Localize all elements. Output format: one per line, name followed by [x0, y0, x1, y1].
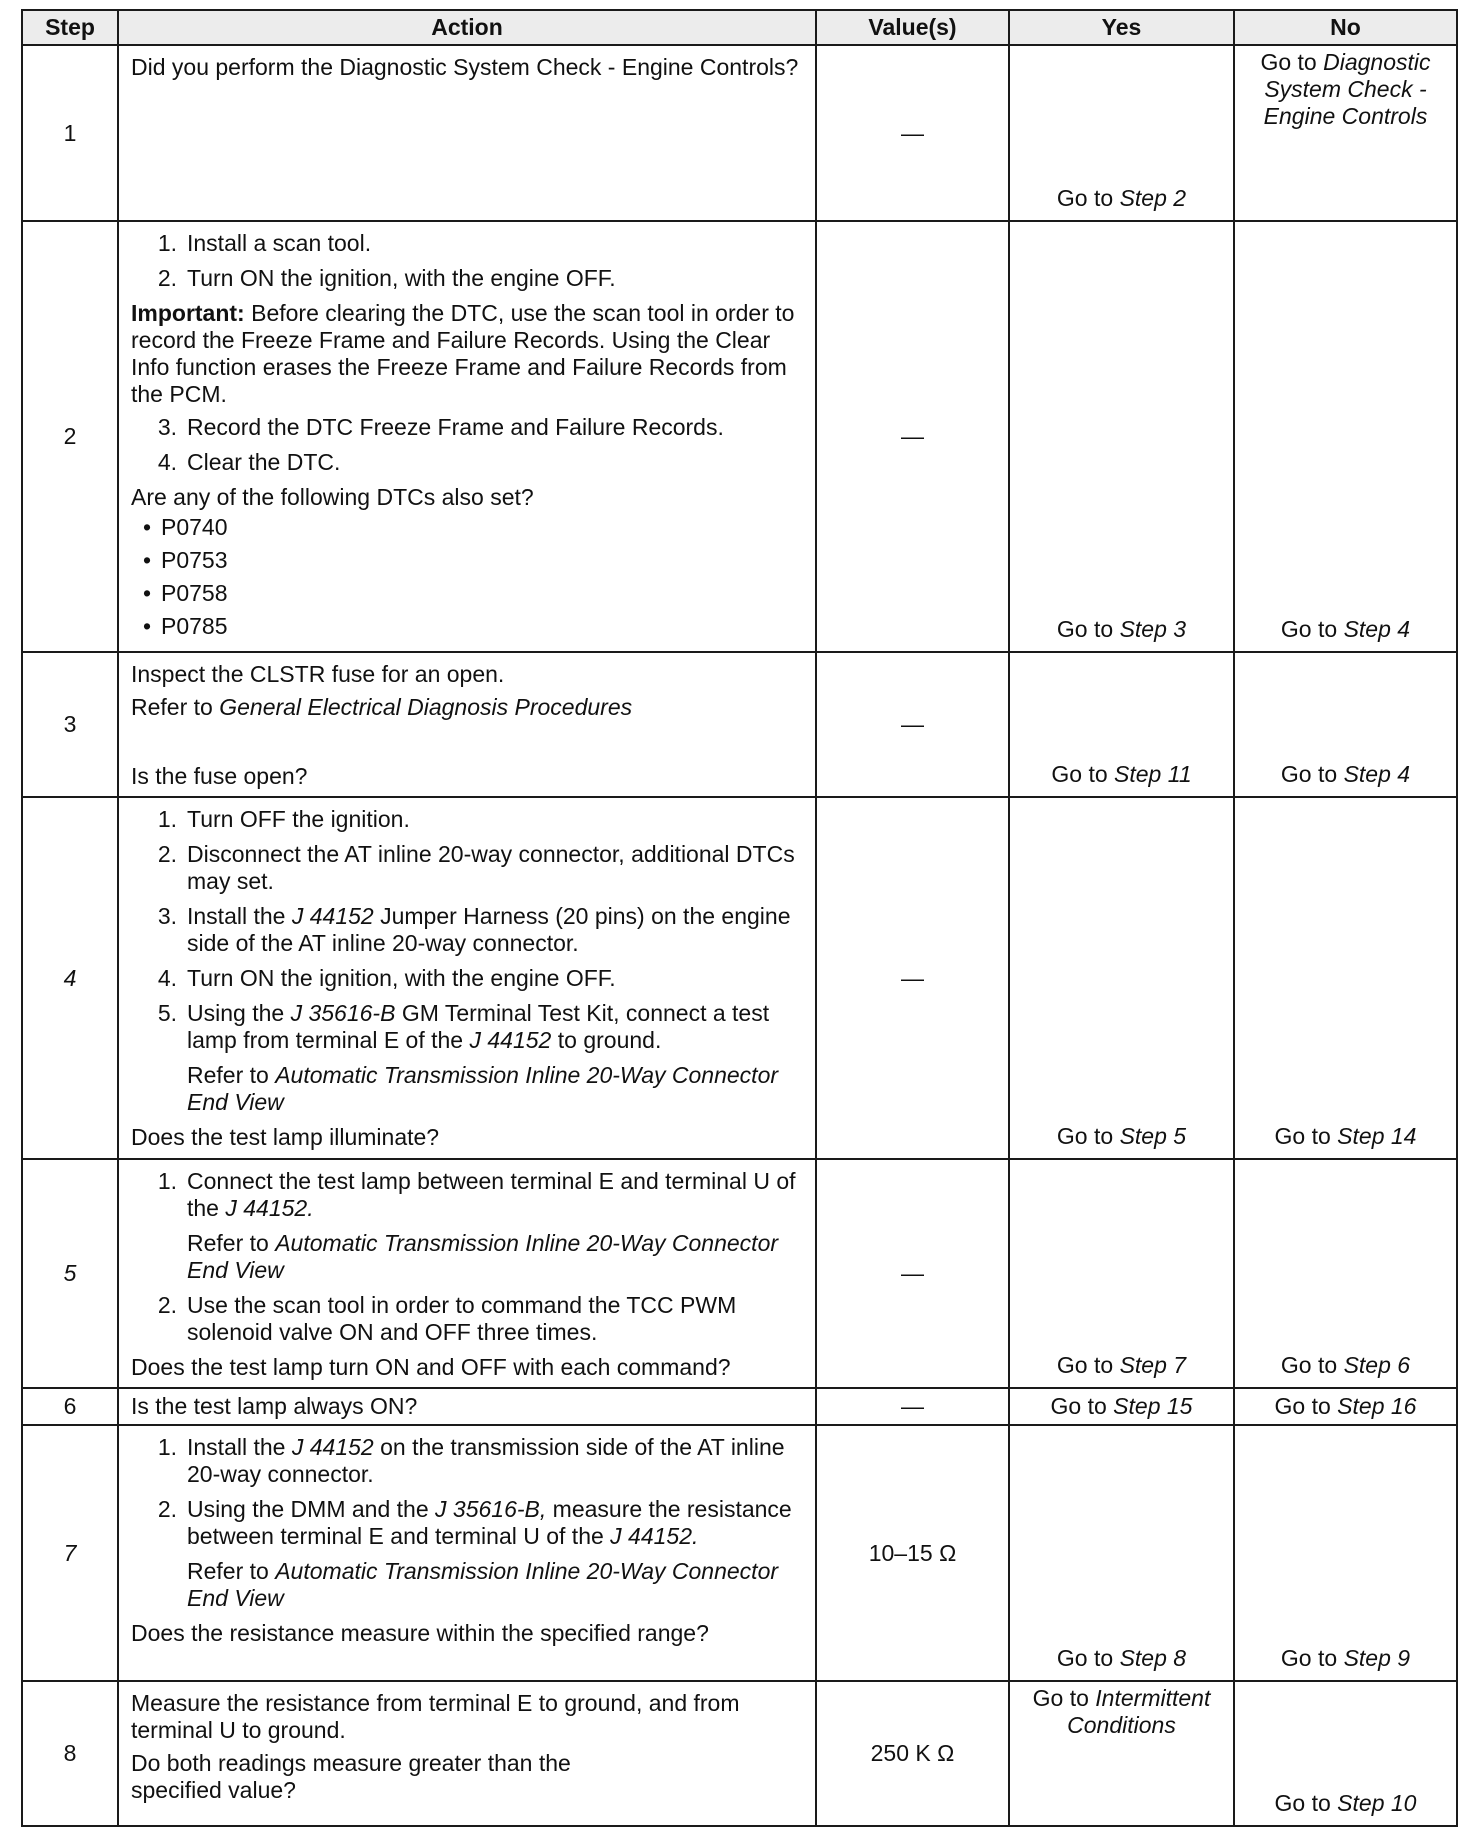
action-question: Does the test lamp illuminate?	[131, 1124, 440, 1150]
action-cell	[118, 1388, 816, 1425]
no-cell	[1234, 652, 1457, 797]
no-prefix: Go to	[1260, 49, 1317, 75]
action-text: Inspect the CLSTR fuse for an open.	[131, 661, 505, 687]
no-prefix: Go to	[1274, 1123, 1331, 1149]
table-row	[22, 1425, 1457, 1681]
refer-line: Refer to Automatic Transmission Inline 20-Way Connector End View	[187, 1558, 779, 1611]
yes-link[interactable]: Step 8	[1119, 1645, 1187, 1671]
header-action: Action	[118, 10, 816, 45]
important-note: Important: Before clearing the DTC, use the scan tool in order to record the Freeze Frame and Failure Records. Using the Clear Info function erases the Freeze Frame and Failure Records from the PCM.	[131, 300, 795, 407]
action-cell	[118, 45, 816, 221]
no-prefix: Go to	[1280, 761, 1338, 787]
yes-prefix: Go to	[1056, 1645, 1114, 1671]
no-cell	[1234, 1159, 1457, 1388]
yes-cell	[1009, 797, 1234, 1159]
value-cell: —	[816, 1159, 1009, 1388]
yes-link[interactable]: Step 7	[1119, 1352, 1187, 1378]
dtc-item: • P0785	[143, 613, 228, 639]
dtc-item: • P0740	[143, 514, 228, 540]
table-row	[22, 45, 1457, 221]
no-link[interactable]: Diagnostic System Check - Engine Controls	[1263, 49, 1431, 129]
list-item: 3. Install the J 44152 Jumper Harness (20 pins) on the engine side of the AT inline 20-way connector.	[157, 903, 791, 956]
no-prefix: Go to	[1274, 1393, 1331, 1419]
no-link[interactable]: Step 4	[1343, 616, 1411, 642]
list-item: 1. Turn OFF the ignition.	[157, 806, 410, 832]
list-item: 2. Using the DMM and the J 35616-B, measure the resistance between terminal E and terminal U of the J 44152.	[157, 1496, 792, 1549]
action-question: Are any of the following DTCs also set?	[131, 484, 534, 510]
yes-link[interactable]: Step 15	[1113, 1393, 1193, 1419]
header-values: Value(s)	[816, 10, 1009, 45]
action-cell	[118, 652, 816, 797]
step-number: 7	[22, 1425, 118, 1681]
action-question: Do both readings measure greater than the specified value?	[131, 1750, 571, 1803]
action-cell	[118, 1425, 816, 1681]
yes-link[interactable]: Step 5	[1119, 1123, 1187, 1149]
no-cell	[1234, 1681, 1457, 1826]
list-item: 3. Record the DTC Freeze Frame and Failure Records.	[157, 414, 724, 440]
action-cell	[118, 1159, 816, 1388]
yes-prefix: Go to	[1056, 616, 1114, 642]
value-cell: —	[816, 221, 1009, 652]
list-item: 1. Install a scan tool.	[157, 230, 372, 256]
list-item: 4. Turn ON the ignition, with the engine OFF.	[157, 965, 616, 991]
action-question: Did you perform the Diagnostic System Check - Engine Controls?	[131, 54, 799, 80]
yes-prefix: Go to	[1051, 761, 1108, 787]
step-number: 5	[22, 1159, 118, 1388]
no-cell	[1234, 1388, 1457, 1425]
yes-link[interactable]: Intermittent Conditions	[1067, 1685, 1211, 1738]
no-link[interactable]: Step 4	[1343, 761, 1411, 787]
step-number: 3	[22, 652, 118, 797]
list-item: 2. Disconnect the AT inline 20-way connector, additional DTCs may set.	[157, 841, 795, 894]
value-cell: —	[816, 1388, 1009, 1425]
yes-prefix: Go to	[1056, 1352, 1114, 1378]
no-prefix: Go to	[1280, 616, 1338, 642]
refer-link[interactable]: Automatic Transmission Inline 20-Way Connector End View	[187, 1230, 779, 1283]
no-prefix: Go to	[1274, 1790, 1331, 1816]
header-no: No	[1234, 10, 1457, 45]
dtc-item: • P0758	[143, 580, 228, 606]
yes-cell	[1009, 221, 1234, 652]
value-cell: —	[816, 652, 1009, 797]
step-number: 8	[22, 1681, 118, 1826]
action-cell	[118, 797, 816, 1159]
action-question: Does the resistance measure within the specified range?	[131, 1620, 709, 1646]
refer-line: Refer to Automatic Transmission Inline 20-Way Connector End View	[187, 1062, 779, 1115]
action-cell	[118, 221, 816, 652]
action-question: Is the test lamp always ON?	[131, 1393, 418, 1419]
list-item: 2. Use the scan tool in order to command the TCC PWM solenoid valve ON and OFF three times.	[157, 1292, 737, 1345]
value-cell: —	[816, 797, 1009, 1159]
list-item: 2. Turn ON the ignition, with the engine OFF.	[157, 265, 616, 291]
step-number: 1	[22, 45, 118, 221]
header-yes: Yes	[1009, 10, 1234, 45]
no-cell	[1234, 797, 1457, 1159]
refer-link[interactable]: Automatic Transmission Inline 20-Way Connector End View	[187, 1558, 779, 1611]
yes-prefix: Go to	[1032, 1685, 1089, 1711]
action-cell	[118, 1681, 816, 1826]
yes-prefix: Go to	[1056, 185, 1114, 211]
yes-link[interactable]: Step 2	[1119, 185, 1187, 211]
refer-link[interactable]: Automatic Transmission Inline 20-Way Connector End View	[187, 1062, 779, 1115]
yes-cell	[1009, 1388, 1234, 1425]
action-question: Does the test lamp turn ON and OFF with each command?	[131, 1354, 731, 1380]
header-step: Step	[22, 10, 118, 45]
yes-prefix: Go to	[1050, 1393, 1107, 1419]
refer-link[interactable]: General Electrical Diagnosis Procedures	[219, 694, 633, 720]
step-number: 6	[22, 1388, 118, 1425]
no-cell	[1234, 221, 1457, 652]
list-item: 1. Connect the test lamp between terminal E and terminal U of the J 44152.	[157, 1168, 796, 1221]
yes-cell	[1009, 1159, 1234, 1388]
step-number: 4	[22, 797, 118, 1159]
no-link[interactable]: Step 16	[1337, 1393, 1417, 1419]
refer-line: Refer to Automatic Transmission Inline 20-Way Connector End View	[187, 1230, 779, 1283]
table-row	[22, 1388, 1457, 1425]
no-link[interactable]: Step 10	[1337, 1790, 1417, 1816]
refer-line: Refer to General Electrical Diagnosis Procedures	[131, 694, 633, 720]
list-item: 4. Clear the DTC.	[157, 449, 341, 475]
yes-cell	[1009, 45, 1234, 221]
list-item: 5. Using the J 35616-B GM Terminal Test Kit, connect a test lamp from terminal E of the J 44152 to ground.	[157, 1000, 770, 1053]
table-row	[22, 652, 1457, 797]
value-cell: 250 K Ω	[816, 1681, 1009, 1826]
no-cell	[1234, 45, 1457, 221]
table-row	[22, 221, 1457, 652]
value-cell: 10–15 Ω	[816, 1425, 1009, 1681]
action-text: Measure the resistance from terminal E to ground, and from terminal U to ground.	[131, 1690, 740, 1743]
no-prefix: Go to	[1280, 1645, 1338, 1671]
no-link[interactable]: Step 6	[1343, 1352, 1411, 1378]
table-row	[22, 1159, 1457, 1388]
no-cell	[1234, 1425, 1457, 1681]
yes-cell	[1009, 652, 1234, 797]
value-cell: —	[816, 45, 1009, 221]
table-row	[22, 797, 1457, 1159]
yes-cell	[1009, 1425, 1234, 1681]
table-row	[22, 1681, 1457, 1826]
action-question: Is the fuse open?	[131, 763, 308, 789]
yes-link[interactable]: Step 11	[1114, 761, 1192, 787]
header-row	[22, 10, 1457, 45]
no-prefix: Go to	[1280, 1352, 1338, 1378]
yes-cell	[1009, 1681, 1234, 1826]
yes-prefix: Go to	[1056, 1123, 1114, 1149]
yes-link[interactable]: Step 3	[1119, 616, 1187, 642]
step-number: 2	[22, 221, 118, 652]
no-link[interactable]: Step 14	[1337, 1123, 1417, 1149]
dtc-item: • P0753	[143, 547, 228, 573]
diagnostic-table	[21, 9, 1458, 1827]
list-item: 1. Install the J 44152 on the transmission side of the AT inline 20-way connector.	[157, 1434, 785, 1487]
no-link[interactable]: Step 9	[1343, 1645, 1411, 1671]
